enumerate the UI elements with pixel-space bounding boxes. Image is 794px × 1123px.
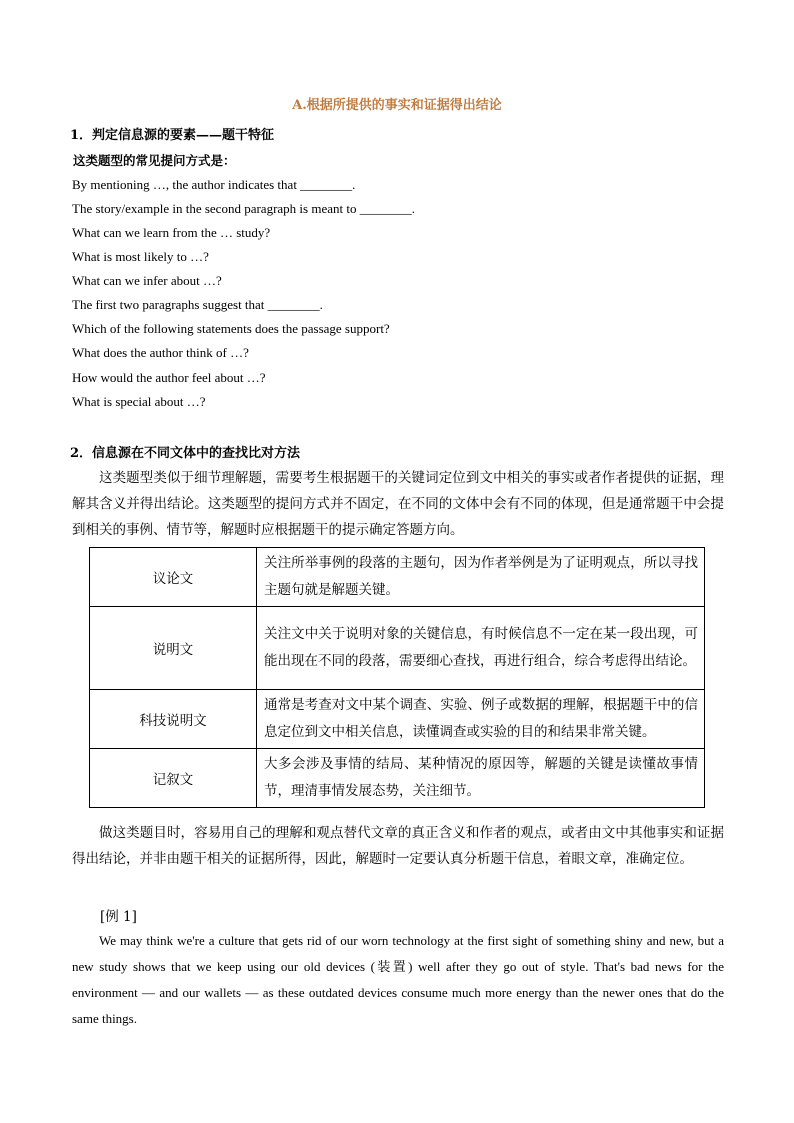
table-row: [90, 607, 705, 690]
heading-1: 1．判定信息源的要素——题干特征: [70, 128, 275, 143]
question-line: Which of the following statements does the passage support?: [72, 321, 390, 336]
genre-cell: 科技说明文: [90, 690, 257, 749]
genre-cell: 记叙文: [90, 749, 257, 808]
paragraph: 这类题型类似于细节理解题，需要考生根据题干的关键词定位到文中相关的事实或者作者提供的证据，理解其含义并得出结论。这类题型的提问方式并不固定，在不同的文体中会有不同的体现，但是通常题干中会提到相关的事例、情节等，解题时应根据题干的提示确定答题方向。: [72, 470, 724, 538]
genre-method-table: [89, 547, 705, 808]
heading-2: 2．信息源在不同文体中的查找比对方法: [70, 446, 301, 461]
genre-cell: 说明文: [90, 607, 257, 690]
example-label: [例 1]: [100, 909, 137, 925]
table-row: [90, 548, 705, 607]
example-passage: We may think we're a culture that gets rid of our worn technology at the first sight of something shiny and new, but a new study shows that we keep using our old devices (装置) well after they go out of style. That's bad news for the environment — and our wallets — as these outdated devices consume much more energy than the newer ones that do the same things.: [72, 933, 724, 1026]
heading-1-sub: 这类题型的常见提问方式是：: [73, 153, 236, 168]
question-line: What does the author think of …?: [72, 345, 249, 360]
question-line: The story/example in the second paragraph is meant to ________.: [72, 201, 415, 216]
question-line: How would the author feel about …?: [72, 370, 266, 385]
table-row: [90, 749, 705, 808]
method-cell: 关注所举事例的段落的主题句，因为作者举例是为了证明观点，所以寻找主题句就是解题关键。: [257, 548, 705, 607]
question-line: By mentioning …, the author indicates that ________.: [72, 177, 356, 192]
paragraph: 做这类题目时，容易用自己的理解和观点替代文章的真正含义和作者的观点，或者由文中其他事实和证据得出结论，并非由题干相关的证据所得，因此，解题时一定要认真分析题干信息，着眼文章，准确定位。: [72, 825, 724, 867]
method-cell: 大多会涉及事情的结局、某种情况的原因等，解题的关键是读懂故事情节，理清事情发展态势，关注细节。: [257, 749, 705, 808]
question-line: What can we learn from the … study?: [72, 225, 271, 240]
genre-cell: 议论文: [90, 548, 257, 607]
question-line: What is most likely to …?: [72, 249, 209, 264]
method-cell: 通常是考查对文中某个调查、实验、例子或数据的理解，根据题干中的信息定位到文中相关信息，读懂调查或实验的目的和结果非常关键。: [257, 690, 705, 749]
table-row: [90, 690, 705, 749]
question-line: What is special about …?: [72, 394, 206, 409]
question-line: What can we infer about …?: [72, 273, 222, 288]
question-line: The first two paragraphs suggest that ________.: [72, 297, 323, 312]
method-cell: 关注文中关于说明对象的关键信息，有时候信息不一定在某一段出现，可能出现在不同的段落，需要细心查找，再进行组合，综合考虑得出结论。: [257, 607, 705, 690]
section-title: A.根据所提供的事实和证据得出结论: [292, 98, 502, 113]
